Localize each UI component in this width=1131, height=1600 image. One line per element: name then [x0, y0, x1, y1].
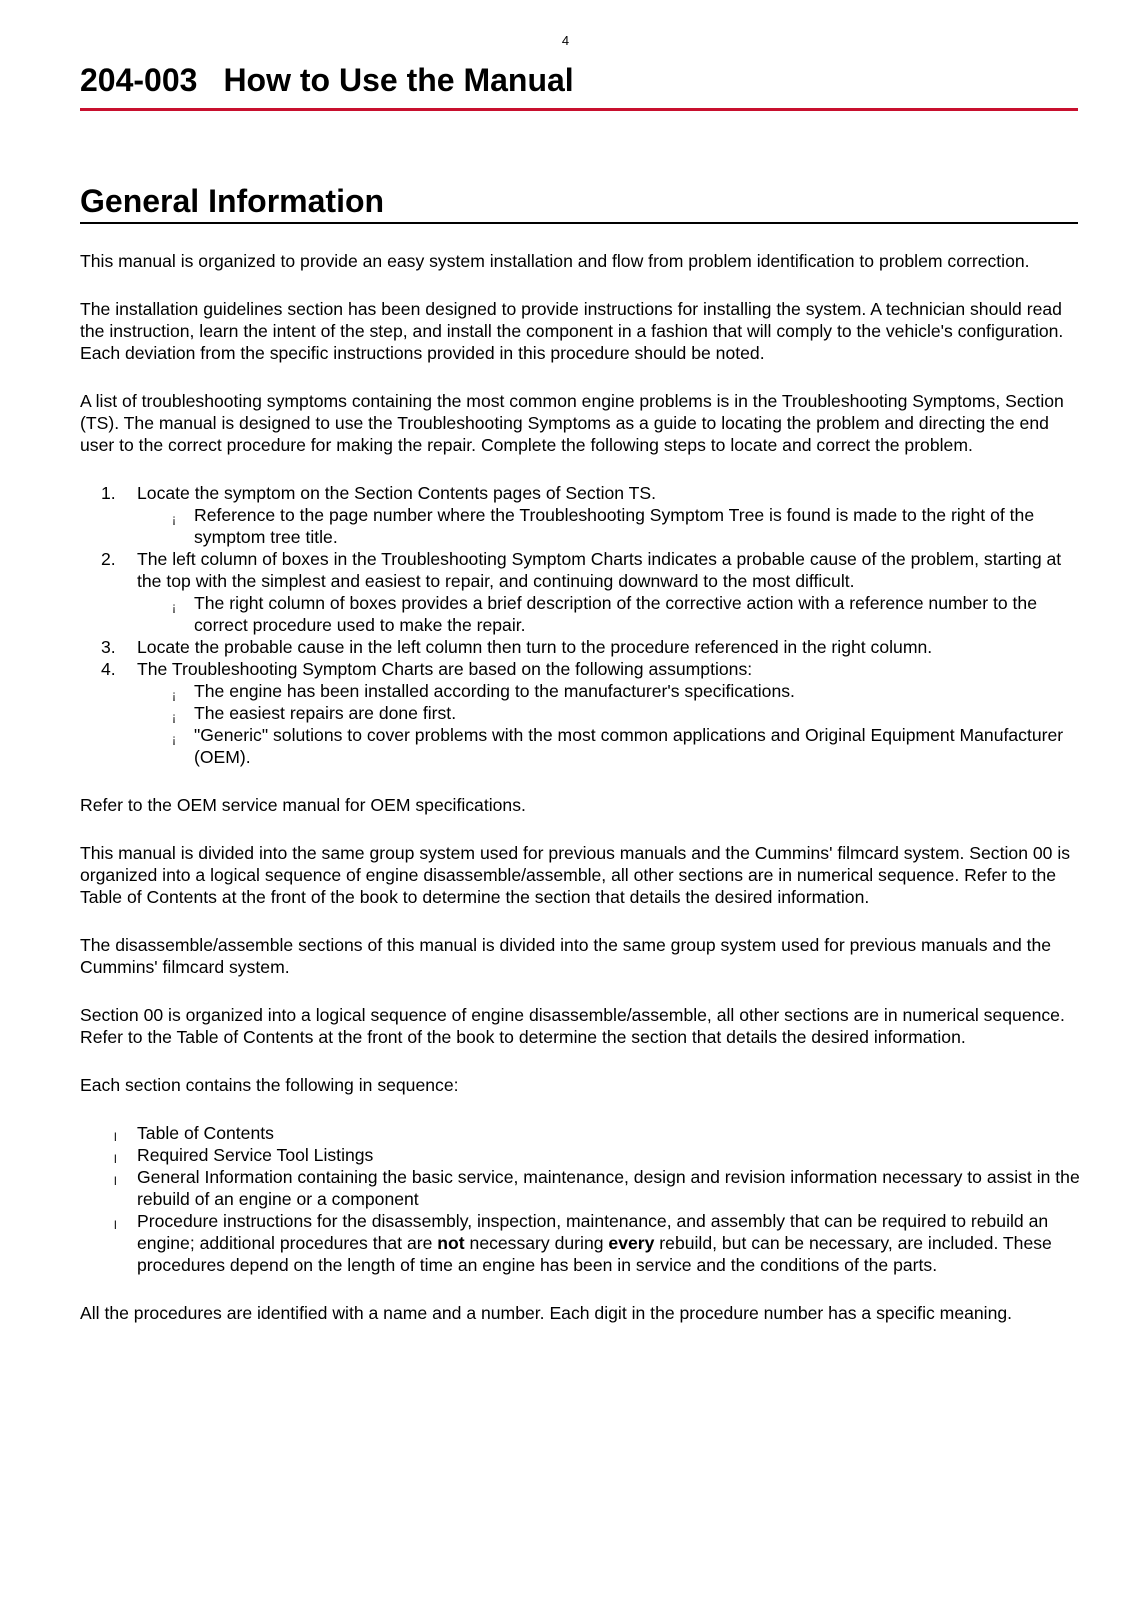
- bullet-icon: l: [114, 1130, 117, 1144]
- emphasis-every: every: [608, 1233, 655, 1253]
- step-sub-text: Reference to the page number where the Troubleshooting Symptom Tree is found is made to the right of the symptom tree title.: [194, 505, 1035, 547]
- paragraph-installation: The installation guidelines section has been designed to provide instructions for installing the system. A technician should read the instruction, learn the intent of the step, and install the component in a fashion that will comply to the vehicle's configuration. Each deviation from the specific instructions provided in this procedure should be noted.: [80, 299, 1064, 363]
- title-rule: [80, 108, 1078, 111]
- step-sub-text: The engine has been installed according to the manufacturer's specifications.: [194, 681, 795, 701]
- paragraph-troubleshooting: A list of troubleshooting symptoms containing the most common engine problems is in the Troubleshooting Symptoms, Section (TS). The manual is designed to use the Troubleshooting Symptoms as a guide to locating the problem and directing the end user to the correct procedure for making the repair. Complete the following steps to locate and correct the problem.: [80, 391, 1064, 455]
- step-item: [80, 482, 1080, 548]
- step-sub-item: [137, 592, 1080, 636]
- step-sub-text: The easiest repairs are done first.: [194, 703, 457, 723]
- list-item: [80, 1144, 1080, 1166]
- sub-bullet-icon: ¡: [172, 710, 176, 724]
- paragraph-group-system: This manual is divided into the same group system used for previous manuals and the Cummins' filmcard system. Section 00 is organized into a logical sequence of engine disassemble/assemble, all other sections are in numerical sequence. Refer to the Table of Contents at the front of the book to determine the section that details the desired information.: [80, 843, 1071, 907]
- bullet-icon: l: [114, 1152, 117, 1166]
- step-text: The left column of boxes in the Troubleshooting Symptom Charts indicates a probable cause of the problem, starting at the top with the simplest and easiest to repair, and continuing downward to the most difficult.: [137, 549, 1062, 591]
- step-sub-text: The right column of boxes provides a brief description of the corrective action with a reference number to the correct procedure used to make the repair.: [194, 593, 1037, 635]
- document-title-text: How to Use the Manual: [223, 62, 574, 98]
- procedure-text: rebuild, but can be necessary, are included. These procedures depend on the length of time an engine has been in service and the conditions of the parts.: [137, 1233, 1052, 1275]
- step-text: Locate the probable cause in the left column then turn to the procedure referenced in the right column.: [137, 637, 933, 657]
- paragraph-section-contains: Each section contains the following in sequence:: [80, 1075, 459, 1095]
- paragraph-section-00: Section 00 is organized into a logical sequence of engine disassemble/assemble, all other sections are in numerical sequence. Refer to the Table of Contents at the front of the book to determine the section that details the desired information.: [80, 1005, 1065, 1047]
- step-text: The Troubleshooting Symptom Charts are based on the following assumptions:: [137, 659, 753, 679]
- list-item: [80, 1122, 1080, 1144]
- list-item-text: Table of Contents: [137, 1123, 274, 1143]
- sub-bullet-icon: ¡: [172, 688, 176, 702]
- page-number: 4: [561, 33, 570, 48]
- paragraph-disassemble-sections: The disassemble/assemble sections of this manual is divided into the same group system used for previous manuals and the Cummins' filmcard system.: [80, 935, 1052, 977]
- step-sub-list: [137, 592, 1080, 636]
- step-sub-list: [137, 504, 1080, 548]
- step-sub-text: "Generic" solutions to cover problems with the most common applications and Original Equipment Manufacturer (OEM).: [194, 725, 1064, 767]
- bullet-icon: l: [114, 1174, 117, 1188]
- step-text: Locate the symptom on the Section Contents pages of Section TS.: [137, 483, 656, 503]
- step-sub-item: [137, 680, 1080, 702]
- list-item: [80, 1166, 1080, 1210]
- list-item-text: Required Service Tool Listings: [137, 1145, 374, 1165]
- section-heading: General Information: [80, 183, 385, 219]
- sub-bullet-icon: ¡: [172, 512, 176, 526]
- sub-bullet-icon: ¡: [172, 732, 176, 746]
- troubleshooting-steps: [80, 482, 1080, 768]
- paragraph-closing: All the procedures are identified with a name and a number. Each digit in the procedure number has a specific meaning.: [80, 1303, 1013, 1323]
- step-number: 2.: [101, 549, 116, 569]
- emphasis-not: not: [437, 1233, 465, 1253]
- document-code: 204-003: [80, 62, 198, 98]
- sub-bullet-icon: ¡: [172, 600, 176, 614]
- step-number: 4.: [101, 659, 116, 679]
- section-contents-list: [80, 1122, 1080, 1276]
- step-number: 3.: [101, 637, 116, 657]
- procedure-text: Procedure instructions for the disassembly, inspection, maintenance, and assembly that can be required to rebuild an engine; additional procedures that are: [137, 1211, 1049, 1253]
- step-item: [80, 658, 1080, 768]
- page-body: [80, 250, 1080, 1350]
- step-sub-item: [137, 702, 1080, 724]
- step-item: [80, 548, 1080, 636]
- step-number: 1.: [101, 483, 116, 503]
- list-item: [80, 1210, 1080, 1276]
- procedure-text: necessary during: [464, 1233, 609, 1253]
- step-item: [80, 636, 1080, 658]
- document-title: [80, 62, 574, 99]
- step-sub-item: [137, 504, 1080, 548]
- paragraph-intro: This manual is organized to provide an easy system installation and flow from problem identification to problem correction.: [80, 251, 1030, 271]
- step-sub-item: [137, 724, 1080, 768]
- section-rule: [80, 222, 1078, 224]
- bullet-icon: l: [114, 1218, 117, 1232]
- list-item-text: General Information containing the basic service, maintenance, design and revision information necessary to assist in the rebuild of an engine or a component: [137, 1167, 1080, 1209]
- paragraph-oem: Refer to the OEM service manual for OEM specifications.: [80, 795, 526, 815]
- step-sub-list: [137, 680, 1080, 768]
